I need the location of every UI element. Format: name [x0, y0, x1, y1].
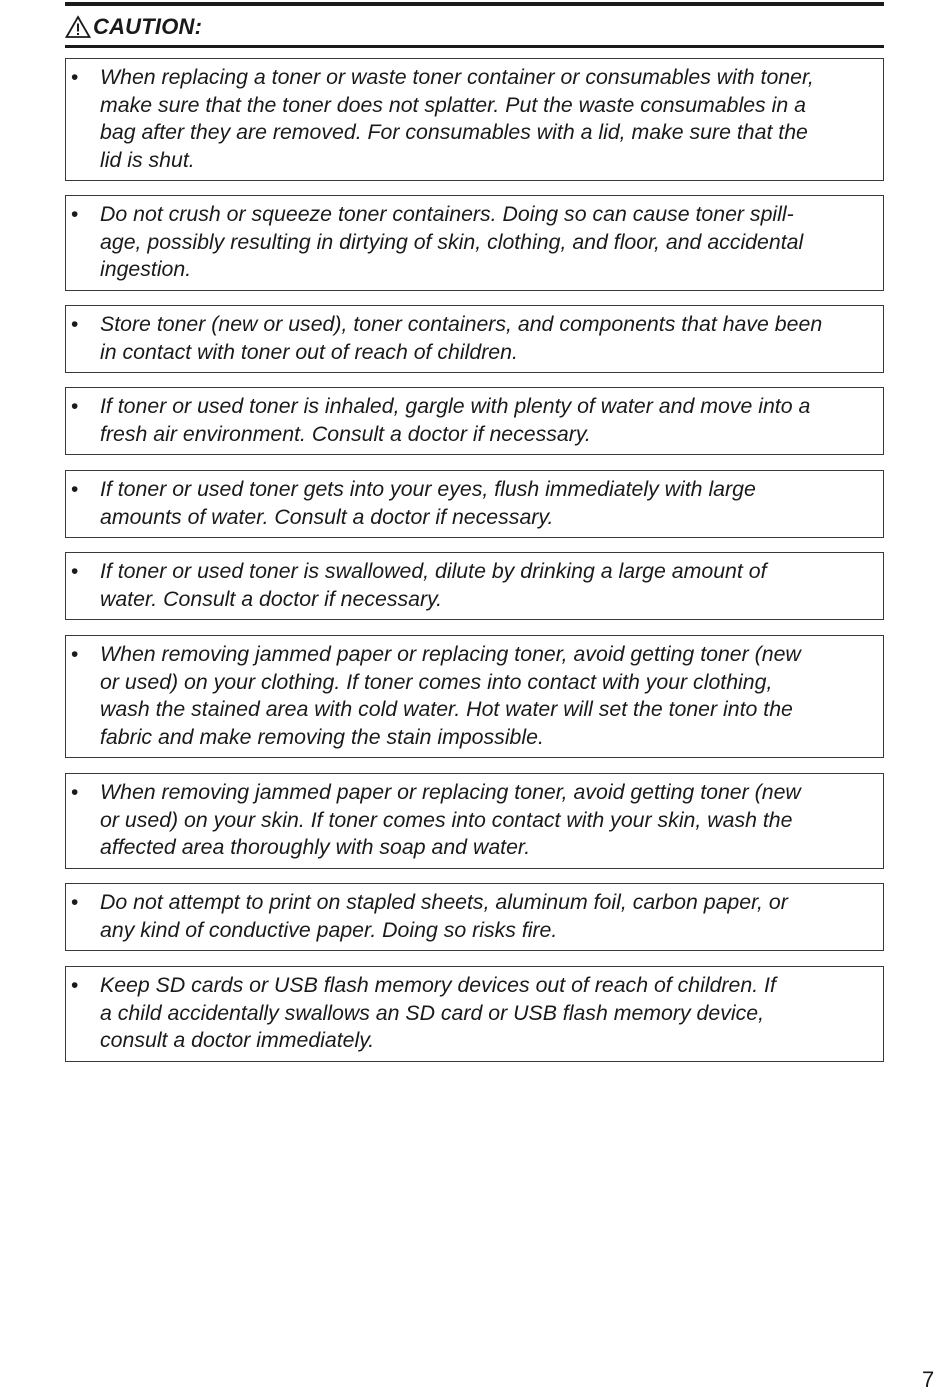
warning-triangle-icon: [65, 15, 91, 39]
caution-header: [65, 12, 202, 42]
caution-box: [65, 195, 884, 291]
caution-box: [65, 305, 884, 373]
bullet: •: [71, 974, 79, 997]
caution-box: [65, 470, 884, 538]
caution-text: If toner or used toner is inhaled, gargle with plenty of water and move into a fresh air environment. Consult a doctor if necessary.: [100, 394, 811, 446]
bullet: •: [71, 203, 79, 226]
bullet: •: [71, 313, 79, 336]
caution-text: Store toner (new or used), toner containers, and components that have been in contact with toner out of reach of children.: [100, 312, 823, 364]
caution-box: [65, 552, 884, 620]
bullet: •: [71, 781, 79, 804]
header-rule: [65, 45, 884, 48]
caution-title: CAUTION:: [93, 14, 203, 39]
caution-text: Do not crush or squeeze toner containers. Doing so can cause toner spill- age, possibly resulting in dirtying of skin, clothing, and floor, and accidental ingestion.: [100, 202, 804, 282]
caution-text: If toner or used toner gets into your eyes, flush immediately with large amounts of water. Consult a doctor if necessary.: [100, 477, 756, 529]
caution-box: [65, 966, 884, 1062]
caution-text: If toner or used toner is swallowed, dilute by drinking a large amount of water. Consult a doctor if necessary.: [100, 559, 767, 611]
caution-box: [65, 883, 884, 951]
top-rule: [65, 2, 884, 6]
caution-box: [65, 58, 884, 181]
bullet: •: [71, 478, 79, 501]
caution-text: Keep SD cards or USB flash memory devices out of reach of children. If a child accidentally swallows an SD card or USB flash memory device, consult a doctor immediately.: [100, 973, 776, 1053]
caution-box: [65, 773, 884, 869]
caution-text: When removing jammed paper or replacing toner, avoid getting toner (new or used) on your skin. If toner comes into contact with your skin, wash the affected area thoroughly with soap and water.: [100, 780, 801, 860]
bullet: •: [71, 395, 79, 418]
page-number: 7: [922, 1367, 935, 1392]
caution-box: [65, 635, 884, 758]
bullet: •: [71, 66, 79, 89]
caution-text: When replacing a toner or waste toner container or consumables with toner, make sure that the toner does not splatter. Put the waste consumables in a bag after they are removed. For consumables with a lid, make sure that the lid is shut.: [100, 65, 814, 172]
caution-text: When removing jammed paper or replacing toner, avoid getting toner (new or used) on your clothing. If toner comes into contact with your clothing, wash the stained area with cold water. Hot water will set the toner into the fabric and make removing the stain impossible.: [100, 642, 801, 749]
bullet: •: [71, 560, 79, 583]
bullet: •: [71, 891, 79, 914]
bullet: •: [71, 643, 79, 666]
caution-box: [65, 387, 884, 455]
caution-text: Do not attempt to print on stapled sheets, aluminum foil, carbon paper, or any kind of conductive paper. Doing so risks fire.: [100, 890, 788, 942]
